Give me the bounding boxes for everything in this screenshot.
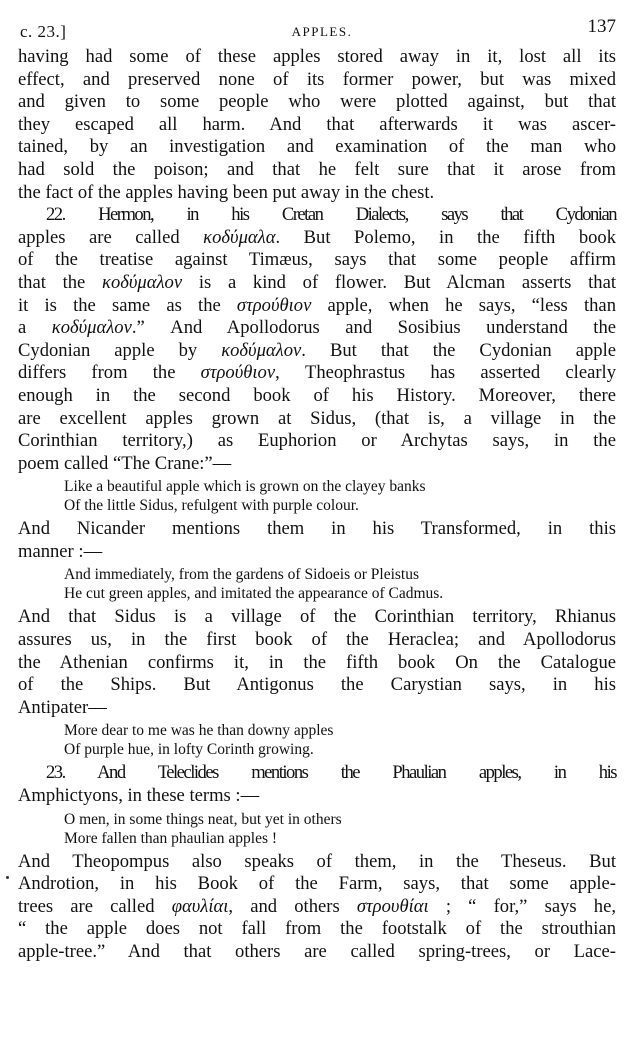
- paragraph: [18, 518, 616, 563]
- text-line: of the Ships. But Antigonus the Carystian says, in his: [18, 674, 616, 696]
- text-line: apples are called κοδύμαλα. But Polemo, in the fifth book: [18, 226, 617, 248]
- running-header: [18, 8, 616, 41]
- text-line: the fact of the apples having been put away in the chest.: [18, 181, 435, 203]
- verse-line: More fallen than phaulian apples !: [64, 829, 278, 847]
- page-number: 137: [587, 16, 616, 37]
- paragraph: [18, 606, 616, 719]
- running-title: APPLES.: [291, 24, 353, 39]
- text-line: had sold the poison; and that he felt sure that it arose from: [18, 158, 616, 180]
- text-line: apple-tree.” And that others are called spring-trees, or Lace-: [18, 941, 616, 962]
- text-line: And Nicander mentions them in his Transformed, in this: [18, 518, 616, 540]
- paragraph: [18, 46, 616, 204]
- greek-word: στρούθιον: [200, 362, 276, 384]
- greek-word: στρούθιον: [236, 294, 312, 316]
- text-line: that the κοδύμαλον is a kind of flower. But Alcman asserts that: [18, 271, 616, 293]
- greek-word: κοδύμαλον: [51, 317, 132, 339]
- text-line: it is the same as the στρούθιον apple, when he says, “less than: [18, 294, 616, 316]
- text-line: manner :—: [18, 540, 103, 562]
- verse-quotation: [64, 810, 616, 848]
- text-line: effect, and preserved none of its former power, but was mixed: [18, 68, 616, 90]
- text-line: Corinthian territory,) as Euphorion or Archytas says, in the: [18, 430, 616, 452]
- text-line: Cydonian apple by κοδύμαλον. But that the Cydonian apple: [18, 339, 616, 361]
- text-line: tained, by an investigation and examination of the man who: [18, 136, 616, 158]
- verse-quotation: [64, 477, 616, 515]
- greek-word: φαυλίαι: [171, 895, 229, 917]
- text-line: trees are called φαυλίαι, and others στρουθίαι ; “ for,” says he,: [18, 895, 616, 917]
- text-line: the Athenian confirms it, in the fifth book On the Catalogue: [18, 651, 616, 673]
- text-line: Antipater—: [18, 696, 107, 718]
- text-line: and given to some people who were plotted against, but that: [18, 91, 616, 113]
- book-page: [18, 8, 616, 964]
- text-line: 23. And Teleclides mentions the Phaulian apples, in his: [46, 762, 616, 784]
- verse-line: Of purple hue, in lofty Corinth growing.: [64, 741, 314, 759]
- chapter-reference: c. 23.]: [20, 22, 67, 41]
- verse-line: More dear to me was he than downy apples: [64, 722, 334, 740]
- text-line: Androtion, in his Book of the Farm, says, that some apple-: [18, 873, 616, 895]
- verse-line: Like a beautiful apple which is grown on the clayey banks: [64, 478, 426, 496]
- text-line: having had some of these apples stored away in it, lost all its: [18, 46, 616, 67]
- text-line: assures us, in the first book of the Heraclea; and Apollodorus: [18, 629, 616, 651]
- greek-word: στρουθίαι: [356, 895, 429, 917]
- greek-word: κοδύμαλον: [221, 339, 302, 361]
- text-line: enough in the second book of his History. Moreover, there: [18, 384, 616, 406]
- text-line: Amphictyons, in these terms :—: [18, 785, 260, 807]
- margin-mark: [6, 876, 9, 879]
- paragraph: [18, 851, 616, 964]
- verse-line: And immediately, from the gardens of Sidoeis or Pleistus: [64, 566, 420, 584]
- text-line: And Theopompus also speaks of them, in the Theseus. But: [18, 850, 616, 872]
- text-line: they escaped all harm. And that afterwards it was ascer-: [18, 113, 616, 135]
- page-body: [18, 46, 616, 964]
- greek-word: κοδύμαλον: [102, 271, 183, 293]
- paragraph: [18, 204, 616, 475]
- text-line: 22. Hermon, in his Cretan Dialects, says that Cydonian: [46, 204, 616, 226]
- text-line: poem called “The Crane:”—: [18, 452, 232, 474]
- text-line: are excellent apples grown at Sidus, (that is, a village in the: [18, 407, 616, 429]
- verse-line: O men, in some things neat, but yet in others: [64, 810, 342, 828]
- text-line: And that Sidus is a village of the Corinthian territory, Rhianus: [18, 606, 616, 628]
- text-line: differs from the στρούθιον, Theophrastus has asserted clearly: [18, 362, 617, 384]
- verse-quotation: [64, 565, 616, 603]
- text-line: a κοδύμαλον.” And Apollodorus and Sosibius understand the: [18, 317, 616, 339]
- text-line: of the treatise against Timæus, says that some people affirm: [18, 249, 616, 271]
- text-line: “ the apple does not fall from the footstalk of the strouthian: [18, 918, 616, 940]
- verse-line: He cut green apples, and imitated the appearance of Cadmus.: [64, 585, 444, 603]
- greek-word: κοδύμαλα: [203, 226, 276, 248]
- paragraph: [18, 762, 616, 807]
- verse-quotation: [64, 721, 616, 759]
- verse-line: Of the little Sidus, refulgent with purple colour.: [64, 497, 359, 515]
